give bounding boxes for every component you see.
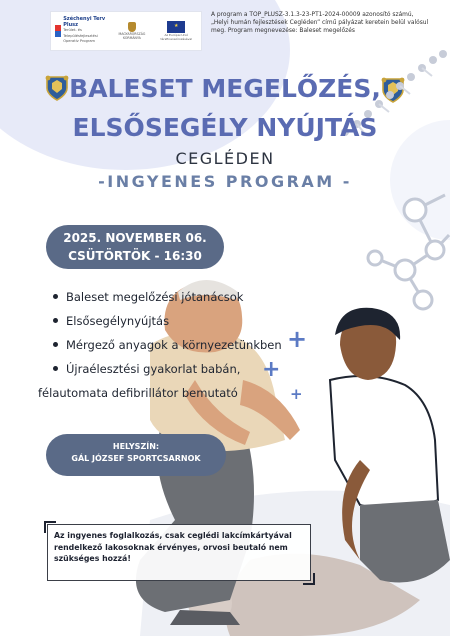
event-date: 2025. NOVEMBER 06. [63,231,207,245]
bullet-icon [53,366,58,371]
list-item: Mérgező anyagok a környezetünkben [50,336,320,360]
plus-icon-3: + [290,385,303,403]
bullet-icon [53,294,58,299]
eu-flag-icon: ★ [167,21,185,33]
list-item: Újraélesztési gyakorlat babán, [50,360,320,384]
plus-icon: + [287,325,308,353]
list-item-continuation: félautomata defibrillátor bemutató [38,386,238,400]
city-label: CEGLÉDEN [175,149,275,168]
funding-notice: A program a TOP_PLUSZ-3.1.3-23-PT1-2024-00009 azonosító számú, „Helyi humán fejlesztések Cegléden” című pályázat keretein belül valósul meg. Program megnevezése: Baleset megelőzés [211,12,429,35]
notice-corner-top-left [44,521,56,533]
title-line-2: ELSŐSEGÉLY NYÚJTÁS [72,113,378,142]
topic-list [38,288,320,408]
eu-logo-text: Az Európai Unió társfinanszírozásával [160,32,193,41]
venue-label: HELYSZÍN: [112,442,160,451]
bullet-icon [53,342,58,347]
eligibility-notice: Az ingyenes foglalkozás, csak ceglédi lakcímkártyával rendelkező lakosoknak érvényes, orvosi beutaló nem szükséges hozzá! [47,524,311,581]
list-item: Elsősegélynyújtás [50,312,320,336]
event-day-time: CSÜTÖRTÖK - 16:30 [68,249,202,263]
szechenyi-subtitle: Terület- és Településfejlesztési Operatív Program [63,28,98,44]
szechenyi-title: Széchenyi Terv Plusz [63,16,106,28]
bullet-icon [53,318,58,323]
government-logo-text: MAGYARORSZÁG KORMÁNYA [118,31,146,40]
notice-corner-bottom-right [303,573,315,585]
program-label: -INGYENES PROGRAM - [98,172,352,191]
venue-name: GÁL JÓZSEF SPORTCSARNOK [71,454,201,463]
plus-icon-2: + [262,357,281,382]
venue-badge [46,434,226,476]
list-item: Baleset megelőzési jótanácsok [50,288,320,312]
title-line-1: BALESET MEGELŐZÉS, [69,74,381,103]
